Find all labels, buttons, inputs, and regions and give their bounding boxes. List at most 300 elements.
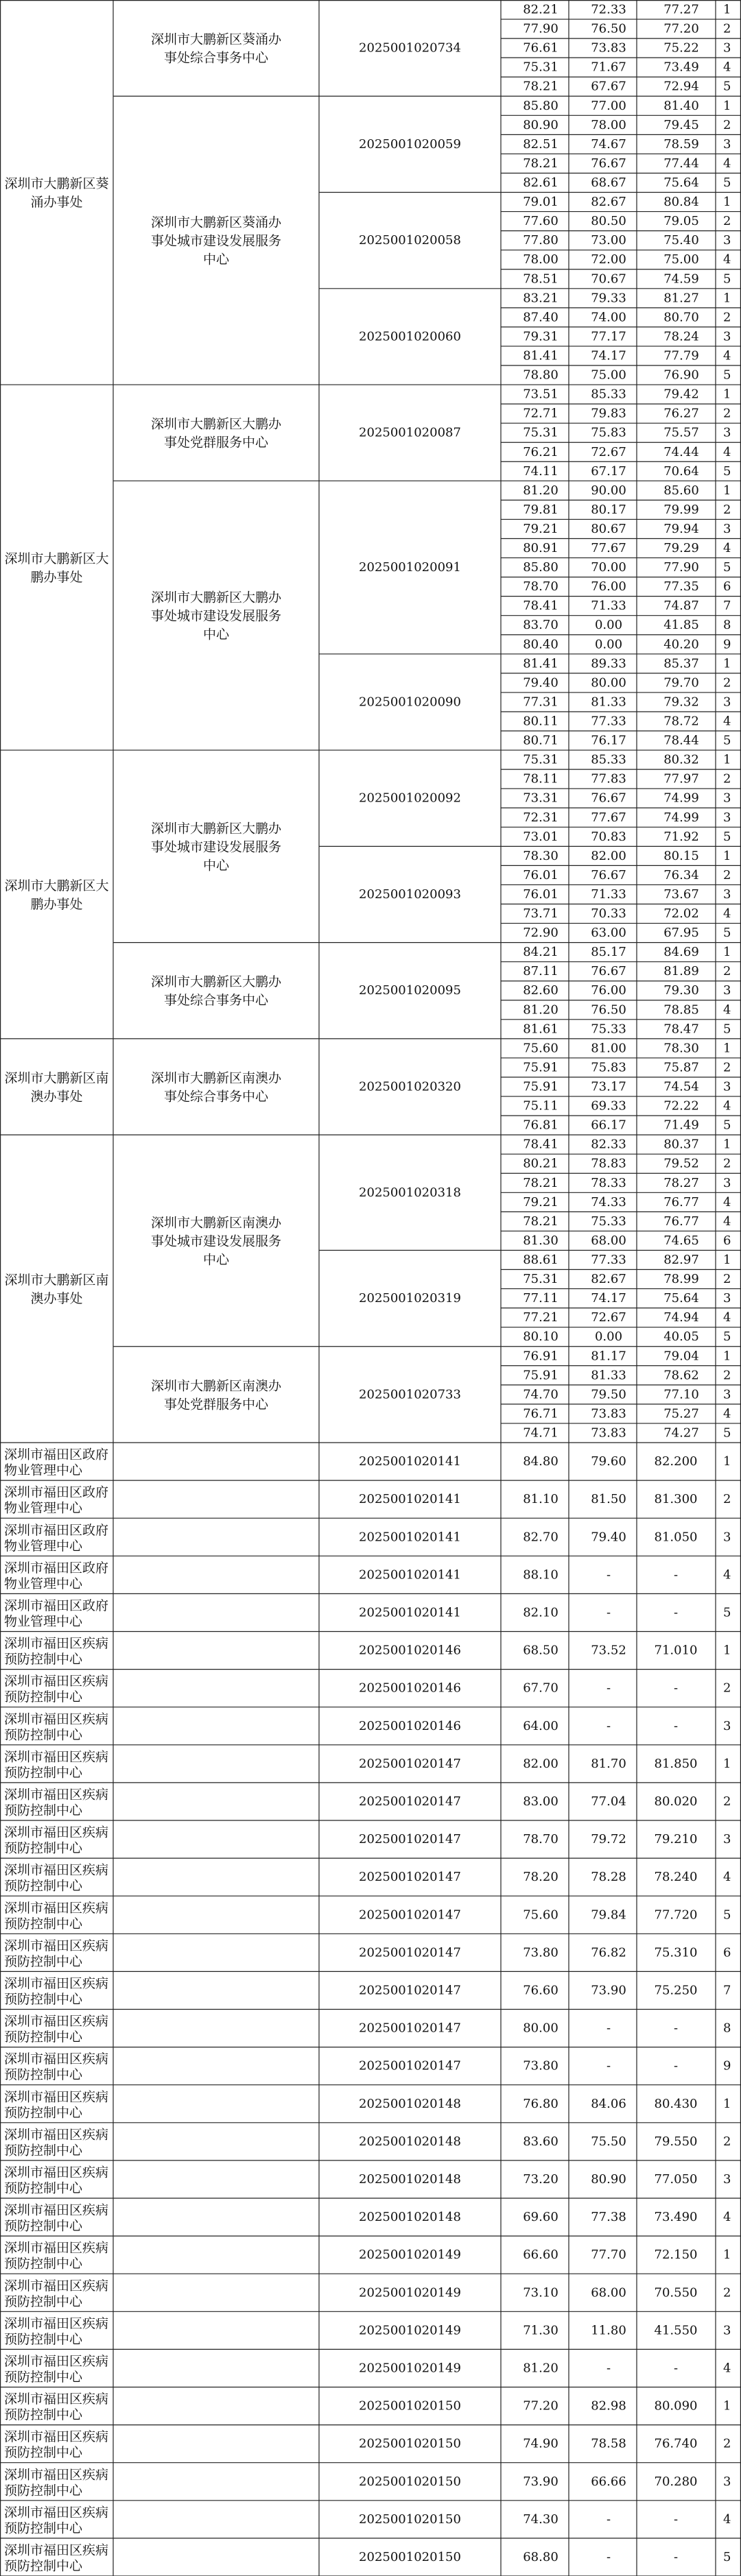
rank: 2 — [723, 1492, 731, 1507]
written-score: 72.31 — [523, 810, 558, 825]
position-code: 2025001020147 — [359, 1907, 461, 1923]
total-score: 73.490 — [654, 2210, 698, 2225]
total-score: 75.40 — [663, 233, 699, 248]
written-score: 73.01 — [523, 829, 558, 844]
rank: 2 — [723, 2134, 731, 2149]
rank: 2 — [723, 771, 731, 786]
written-score: 76.01 — [523, 867, 558, 882]
total-score: 77.44 — [663, 156, 699, 171]
written-score: 82.10 — [523, 1605, 558, 1620]
position-code: 2025001020147 — [359, 2058, 461, 2073]
rank: 3 — [723, 521, 731, 536]
position-code: 2025001020149 — [359, 2323, 461, 2338]
interview-score: 81.33 — [591, 695, 626, 710]
rank: 3 — [723, 983, 731, 998]
written-score: 78.41 — [523, 1137, 558, 1152]
written-score: 75.31 — [523, 60, 558, 75]
total-score: 77.20 — [663, 21, 699, 36]
written-score: 76.81 — [523, 1118, 558, 1133]
written-score: 77.20 — [523, 2398, 558, 2414]
written-score: 81.10 — [523, 1492, 558, 1507]
rank: 5 — [723, 560, 731, 575]
unit-name: 深圳市福田区疾病预防控制中心 — [4, 2240, 109, 2272]
total-score: 72.02 — [663, 906, 699, 922]
interview-score: 77.70 — [591, 2248, 626, 2263]
rank: 3 — [723, 1530, 731, 1545]
rank: 4 — [723, 1002, 731, 1018]
unit-name: 深圳市大鹏新区葵涌办事处综合事务中心 — [150, 32, 282, 66]
interview-score: 76.17 — [591, 733, 626, 748]
written-score: 74.71 — [523, 1425, 558, 1441]
rank: 4 — [723, 541, 731, 556]
rank: 2 — [723, 1156, 731, 1171]
written-score: 76.80 — [523, 2096, 558, 2111]
unit-name: 深圳市福田区疾病预防控制中心 — [4, 2051, 109, 2083]
interview-score: 81.33 — [591, 1368, 626, 1383]
position-code: 2025001020146 — [359, 1681, 461, 1696]
written-score: 78.41 — [523, 599, 558, 614]
rank: 8 — [723, 618, 731, 633]
position-code: 2025001020147 — [359, 1794, 461, 1809]
rank: 4 — [723, 444, 731, 459]
total-score: 80.430 — [654, 2096, 698, 2111]
interview-score: 81.50 — [591, 1492, 626, 1507]
position-code: 2025001020149 — [359, 2248, 461, 2263]
rank: 2 — [723, 406, 731, 421]
total-score: 79.52 — [663, 1156, 699, 1171]
interview-score: 79.40 — [591, 1530, 626, 1545]
rank: 2 — [723, 1794, 731, 1809]
written-score: 73.71 — [523, 906, 558, 922]
interview-score: 77.67 — [591, 810, 626, 825]
written-score: 73.90 — [523, 2474, 558, 2489]
rank: 4 — [723, 2512, 731, 2527]
position-code: 2025001020093 — [359, 887, 461, 902]
district-name: 深圳市大鹏新区大鹏办事处 — [4, 551, 109, 586]
position-code: 2025001020150 — [359, 2549, 461, 2564]
written-score: 80.00 — [523, 2021, 558, 2036]
unit-name: 深圳市福田区疾病预防控制中心 — [4, 2505, 109, 2536]
district-name: 深圳市大鹏新区南澳办事处 — [4, 1070, 109, 1105]
interview-score: 68.67 — [591, 176, 626, 191]
interview-score: - — [606, 2058, 611, 2073]
interview-score: 78.00 — [591, 117, 626, 132]
written-score: 78.21 — [523, 156, 558, 171]
total-score: 80.020 — [654, 1794, 698, 1809]
rank: 4 — [723, 60, 731, 75]
interview-score: - — [606, 1681, 611, 1696]
interview-score: 75.33 — [591, 1022, 626, 1037]
written-score: 75.31 — [523, 1272, 558, 1287]
rank: 8 — [723, 2021, 731, 2036]
unit-name: 深圳市福田区疾病预防控制中心 — [4, 1674, 109, 1705]
unit-name: 深圳市福田区疾病预防控制中心 — [4, 2127, 109, 2158]
written-score: 78.70 — [523, 1832, 558, 1847]
written-score: 73.10 — [523, 2285, 558, 2300]
position-code: 2025001020319 — [359, 1291, 461, 1306]
interview-score: 79.72 — [591, 1832, 626, 1847]
rank: 2 — [723, 117, 731, 132]
unit-name: 深圳市福田区疾病预防控制中心 — [4, 2165, 109, 2196]
total-score: 76.27 — [663, 406, 699, 421]
rank: 4 — [723, 1214, 731, 1229]
unit-name: 深圳市福田区疾病预防控制中心 — [4, 2429, 109, 2461]
interview-score: 74.17 — [591, 348, 626, 363]
total-score: 72.150 — [654, 2248, 698, 2263]
position-code: 2025001020318 — [359, 1185, 461, 1200]
total-score: 67.95 — [663, 926, 699, 941]
interview-score: 78.28 — [591, 1870, 626, 1885]
rank: 2 — [723, 1060, 731, 1075]
rank: 3 — [723, 1175, 731, 1190]
rank: 5 — [723, 733, 731, 748]
unit-name: 深圳市福田区疾病预防控制中心 — [4, 2467, 109, 2499]
rank: 3 — [723, 425, 731, 440]
rank: 3 — [723, 40, 731, 56]
rank: 5 — [723, 1329, 731, 1345]
unit-name: 深圳市大鹏新区南澳办事处综合事务中心 — [150, 1070, 282, 1105]
interview-score: 79.60 — [591, 1454, 626, 1469]
written-score: 73.51 — [523, 387, 558, 402]
position-code: 2025001020141 — [359, 1530, 461, 1545]
total-score: 78.27 — [663, 1175, 699, 1190]
total-score: 76.77 — [663, 1194, 699, 1209]
total-score: 75.57 — [663, 425, 699, 440]
interview-score: 76.00 — [591, 983, 626, 998]
interview-score: 73.83 — [591, 1425, 626, 1441]
total-score: 80.090 — [654, 2398, 698, 2414]
rank: 1 — [723, 1643, 731, 1658]
rank: 1 — [723, 2398, 731, 2414]
total-score: 77.050 — [654, 2171, 698, 2187]
interview-score: 75.83 — [591, 1060, 626, 1075]
rank: 1 — [723, 1349, 731, 1364]
rank: 1 — [723, 752, 731, 767]
rank: 2 — [723, 867, 731, 882]
written-score: 84.21 — [523, 945, 558, 960]
interview-score: 80.50 — [591, 214, 626, 229]
total-score: 40.05 — [663, 1329, 699, 1345]
interview-score: 0.00 — [594, 637, 623, 652]
unit-name: 深圳市大鹏新区大鹏办事处城市建设发展服务中心 — [150, 590, 282, 642]
rank: 3 — [723, 695, 731, 710]
written-score: 68.50 — [523, 1643, 558, 1658]
interview-score: 75.50 — [591, 2134, 626, 2149]
written-score: 75.91 — [523, 1060, 558, 1075]
interview-score: - — [606, 1605, 611, 1620]
interview-score: 77.33 — [591, 714, 626, 729]
interview-score: 70.83 — [591, 829, 626, 844]
unit-name: 深圳市大鹏新区葵涌办事处城市建设发展服务中心 — [150, 215, 282, 267]
written-score: 83.21 — [523, 291, 558, 306]
total-score: 78.72 — [663, 714, 699, 729]
interview-score: 82.67 — [591, 1272, 626, 1287]
total-score: 81.40 — [663, 98, 699, 113]
total-score: 74.99 — [663, 810, 699, 825]
interview-score: 77.38 — [591, 2210, 626, 2225]
written-score: 83.60 — [523, 2134, 558, 2149]
total-score: 79.04 — [663, 1349, 699, 1364]
interview-score: 80.17 — [591, 502, 626, 517]
written-score: 88.61 — [523, 1252, 558, 1267]
interview-score: 67.67 — [591, 79, 626, 94]
unit-name: 深圳市大鹏新区大鹏办事处综合事务中心 — [150, 974, 282, 1009]
written-score: 74.70 — [523, 1387, 558, 1402]
total-score: 78.85 — [663, 1002, 699, 1018]
interview-score: 77.33 — [591, 1252, 626, 1267]
total-score: 70.550 — [654, 2285, 698, 2300]
interview-score: 76.67 — [591, 867, 626, 882]
rank: 5 — [723, 368, 731, 383]
interview-score: 71.33 — [591, 887, 626, 902]
rank: 3 — [723, 1718, 731, 1733]
written-score: 81.20 — [523, 483, 558, 498]
interview-score: 77.00 — [591, 98, 626, 113]
position-code: 2025001020141 — [359, 1605, 461, 1620]
written-score: 81.41 — [523, 656, 558, 671]
unit-name: 深圳市福田区疾病预防控制中心 — [4, 2542, 109, 2574]
rank: 3 — [723, 233, 731, 248]
rank: 4 — [723, 156, 731, 171]
unit-name: 深圳市大鹏新区南澳办事处城市建设发展服务中心 — [150, 1215, 282, 1268]
written-score: 87.40 — [523, 310, 558, 325]
position-code: 2025001020148 — [359, 2210, 461, 2225]
total-score: 82.97 — [663, 1252, 699, 1267]
interview-score: 72.67 — [591, 1310, 626, 1325]
rank: 9 — [723, 2058, 731, 2073]
written-score: 80.21 — [523, 1156, 558, 1171]
rank: 5 — [723, 1425, 731, 1441]
total-score: 79.29 — [663, 541, 699, 556]
interview-score: 68.00 — [591, 2285, 626, 2300]
interview-score: 75.00 — [591, 368, 626, 383]
total-score: 81.050 — [654, 1530, 698, 1545]
rank: 4 — [723, 1310, 731, 1325]
written-score: 80.40 — [523, 637, 558, 652]
written-score: 78.51 — [523, 272, 558, 287]
written-score: 66.60 — [523, 2248, 558, 2263]
rank: 5 — [723, 2549, 731, 2564]
position-code: 2025001020060 — [359, 329, 461, 344]
total-score: 41.85 — [663, 618, 699, 633]
written-score: 78.00 — [523, 252, 558, 267]
rank: 4 — [723, 2210, 731, 2225]
interview-score: 77.67 — [591, 541, 626, 556]
written-score: 78.70 — [523, 579, 558, 594]
interview-score: 71.33 — [591, 599, 626, 614]
total-score: 80.70 — [663, 310, 699, 325]
total-score: 73.67 — [663, 887, 699, 902]
rank: 3 — [723, 136, 731, 152]
interview-score: 73.52 — [591, 1643, 626, 1658]
unit-name: 深圳市福田区疾病预防控制中心 — [4, 1900, 109, 1931]
interview-score: 82.98 — [591, 2398, 626, 2414]
interview-score: 85.33 — [591, 387, 626, 402]
rank: 1 — [723, 848, 731, 863]
total-score: 77.10 — [663, 1387, 699, 1402]
rank: 6 — [723, 1233, 731, 1248]
interview-score: - — [606, 2512, 611, 2527]
total-score: - — [673, 1681, 679, 1696]
position-code: 2025001020147 — [359, 1870, 461, 1885]
written-score: 77.21 — [523, 1310, 558, 1325]
interview-score: 78.58 — [591, 2436, 626, 2451]
rank: 6 — [723, 579, 731, 594]
rank: 3 — [723, 887, 731, 902]
unit-name: 深圳市福田区政府物业管理中心 — [4, 1447, 109, 1478]
written-score: 81.20 — [523, 1002, 558, 1018]
interview-score: 72.67 — [591, 444, 626, 459]
interview-score: 81.00 — [591, 1041, 626, 1056]
unit-name: 深圳市大鹏新区大鹏办事处城市建设发展服务中心 — [150, 821, 282, 874]
unit-name: 深圳市福田区疾病预防控制中心 — [4, 1975, 109, 2007]
total-score: - — [673, 2512, 679, 2527]
total-score: 74.87 — [663, 599, 699, 614]
rank: 2 — [723, 21, 731, 36]
total-score: 80.84 — [663, 195, 699, 210]
rank: 3 — [723, 2323, 731, 2338]
total-score: 75.27 — [663, 1406, 699, 1421]
position-code: 2025001020148 — [359, 2171, 461, 2187]
total-score: 79.210 — [654, 1832, 698, 1847]
interview-score: 0.00 — [594, 618, 623, 633]
interview-score: 66.66 — [591, 2474, 626, 2489]
position-code: 2025001020150 — [359, 2398, 461, 2414]
unit-name: 深圳市福田区政府物业管理中心 — [4, 1598, 109, 1629]
total-score: 78.59 — [663, 136, 699, 152]
total-score: 79.70 — [663, 675, 699, 690]
written-score: 82.61 — [523, 176, 558, 191]
interview-score: 77.83 — [591, 771, 626, 786]
interview-score: 68.00 — [591, 1233, 626, 1248]
unit-name: 深圳市福田区疾病预防控制中心 — [4, 1938, 109, 1969]
rank: 3 — [723, 791, 731, 806]
position-code: 2025001020141 — [359, 1454, 461, 1469]
position-code: 2025001020320 — [359, 1079, 461, 1094]
rank: 1 — [723, 195, 731, 210]
rank: 2 — [723, 1681, 731, 1696]
rank: 1 — [723, 483, 731, 498]
written-score: 78.30 — [523, 848, 558, 863]
interview-score: 80.67 — [591, 521, 626, 536]
interview-score: 82.00 — [591, 848, 626, 863]
position-code: 2025001020148 — [359, 2096, 461, 2111]
total-score: 77.97 — [663, 771, 699, 786]
position-code: 2025001020090 — [359, 695, 461, 710]
rank: 4 — [723, 252, 731, 267]
unit-name: 深圳市福田区疾病预防控制中心 — [4, 1787, 109, 1818]
written-score: 79.40 — [523, 675, 558, 690]
written-score: 76.21 — [523, 444, 558, 459]
written-score: 80.91 — [523, 541, 558, 556]
written-score: 82.70 — [523, 1530, 558, 1545]
position-code: 2025001020733 — [359, 1387, 461, 1402]
position-code: 2025001020149 — [359, 2361, 461, 2376]
interview-score: 70.00 — [591, 560, 626, 575]
position-code: 2025001020148 — [359, 2134, 461, 2149]
written-score: 72.90 — [523, 926, 558, 941]
rank: 1 — [723, 1454, 731, 1469]
interview-score: 66.17 — [591, 1118, 626, 1133]
total-score: - — [673, 1567, 679, 1582]
written-score: 77.31 — [523, 695, 558, 710]
interview-score: 72.00 — [591, 252, 626, 267]
total-score: 77.27 — [663, 2, 699, 17]
rank: 2 — [723, 2285, 731, 2300]
rank: 1 — [723, 98, 731, 113]
written-score: 69.60 — [523, 2210, 558, 2225]
written-score: 82.00 — [523, 1756, 558, 1771]
unit-name: 深圳市福田区疾病预防控制中心 — [4, 1862, 109, 1894]
total-score: 76.34 — [663, 867, 699, 882]
total-score: 75.22 — [663, 40, 699, 56]
rank: 5 — [723, 1605, 731, 1620]
total-score: 77.35 — [663, 579, 699, 594]
rank: 3 — [723, 810, 731, 825]
interview-score: 70.33 — [591, 906, 626, 922]
unit-name: 深圳市福田区疾病预防控制中心 — [4, 1711, 109, 1743]
written-score: 83.00 — [523, 1794, 558, 1809]
interview-score: 80.90 — [591, 2171, 626, 2187]
rank: 5 — [723, 79, 731, 94]
interview-score: 73.17 — [591, 1079, 626, 1094]
unit-name: 深圳市大鹏新区大鹏办事处党群服务中心 — [150, 416, 282, 450]
written-score: 78.11 — [523, 771, 558, 786]
total-score: 79.550 — [654, 2134, 698, 2149]
total-score: 72.94 — [663, 79, 699, 94]
interview-score: 78.83 — [591, 1156, 626, 1171]
interview-score: 74.17 — [591, 1291, 626, 1306]
written-score: 84.80 — [523, 1454, 558, 1469]
interview-score: - — [606, 1567, 611, 1582]
interview-score: 73.83 — [591, 40, 626, 56]
total-score: 71.92 — [663, 829, 699, 844]
written-score: 85.80 — [523, 98, 558, 113]
interview-score: 76.67 — [591, 791, 626, 806]
unit-name: 深圳市福田区疾病预防控制中心 — [4, 2014, 109, 2045]
written-score: 80.10 — [523, 1329, 558, 1345]
total-score: 79.99 — [663, 502, 699, 517]
interview-score: 76.00 — [591, 579, 626, 594]
rank: 4 — [723, 906, 731, 922]
total-score: 76.77 — [663, 1214, 699, 1229]
total-score: 74.59 — [663, 272, 699, 287]
interview-score: 81.70 — [591, 1756, 626, 1771]
position-code: 2025001020147 — [359, 1756, 461, 1771]
written-score: 74.90 — [523, 2436, 558, 2451]
rank: 3 — [723, 1387, 731, 1402]
unit-name: 深圳市福田区疾病预防控制中心 — [4, 1636, 109, 1668]
written-score: 68.80 — [523, 2549, 558, 2564]
written-score: 79.01 — [523, 195, 558, 210]
written-score: 75.31 — [523, 752, 558, 767]
position-code: 2025001020091 — [359, 560, 461, 575]
written-score: 82.60 — [523, 983, 558, 998]
written-score: 64.00 — [523, 1718, 558, 1733]
position-code: 2025001020734 — [359, 40, 461, 56]
total-score: 78.24 — [663, 329, 699, 344]
total-score: 79.42 — [663, 387, 699, 402]
total-score: 41.550 — [654, 2323, 698, 2338]
written-score: 78.20 — [523, 1870, 558, 1885]
interview-score: 73.83 — [591, 1406, 626, 1421]
written-score: 78.21 — [523, 79, 558, 94]
interview-score: 73.00 — [591, 233, 626, 248]
position-code: 2025001020150 — [359, 2512, 461, 2527]
interview-score: 71.67 — [591, 60, 626, 75]
total-score: 74.27 — [663, 1425, 699, 1441]
rank: 2 — [723, 1368, 731, 1383]
